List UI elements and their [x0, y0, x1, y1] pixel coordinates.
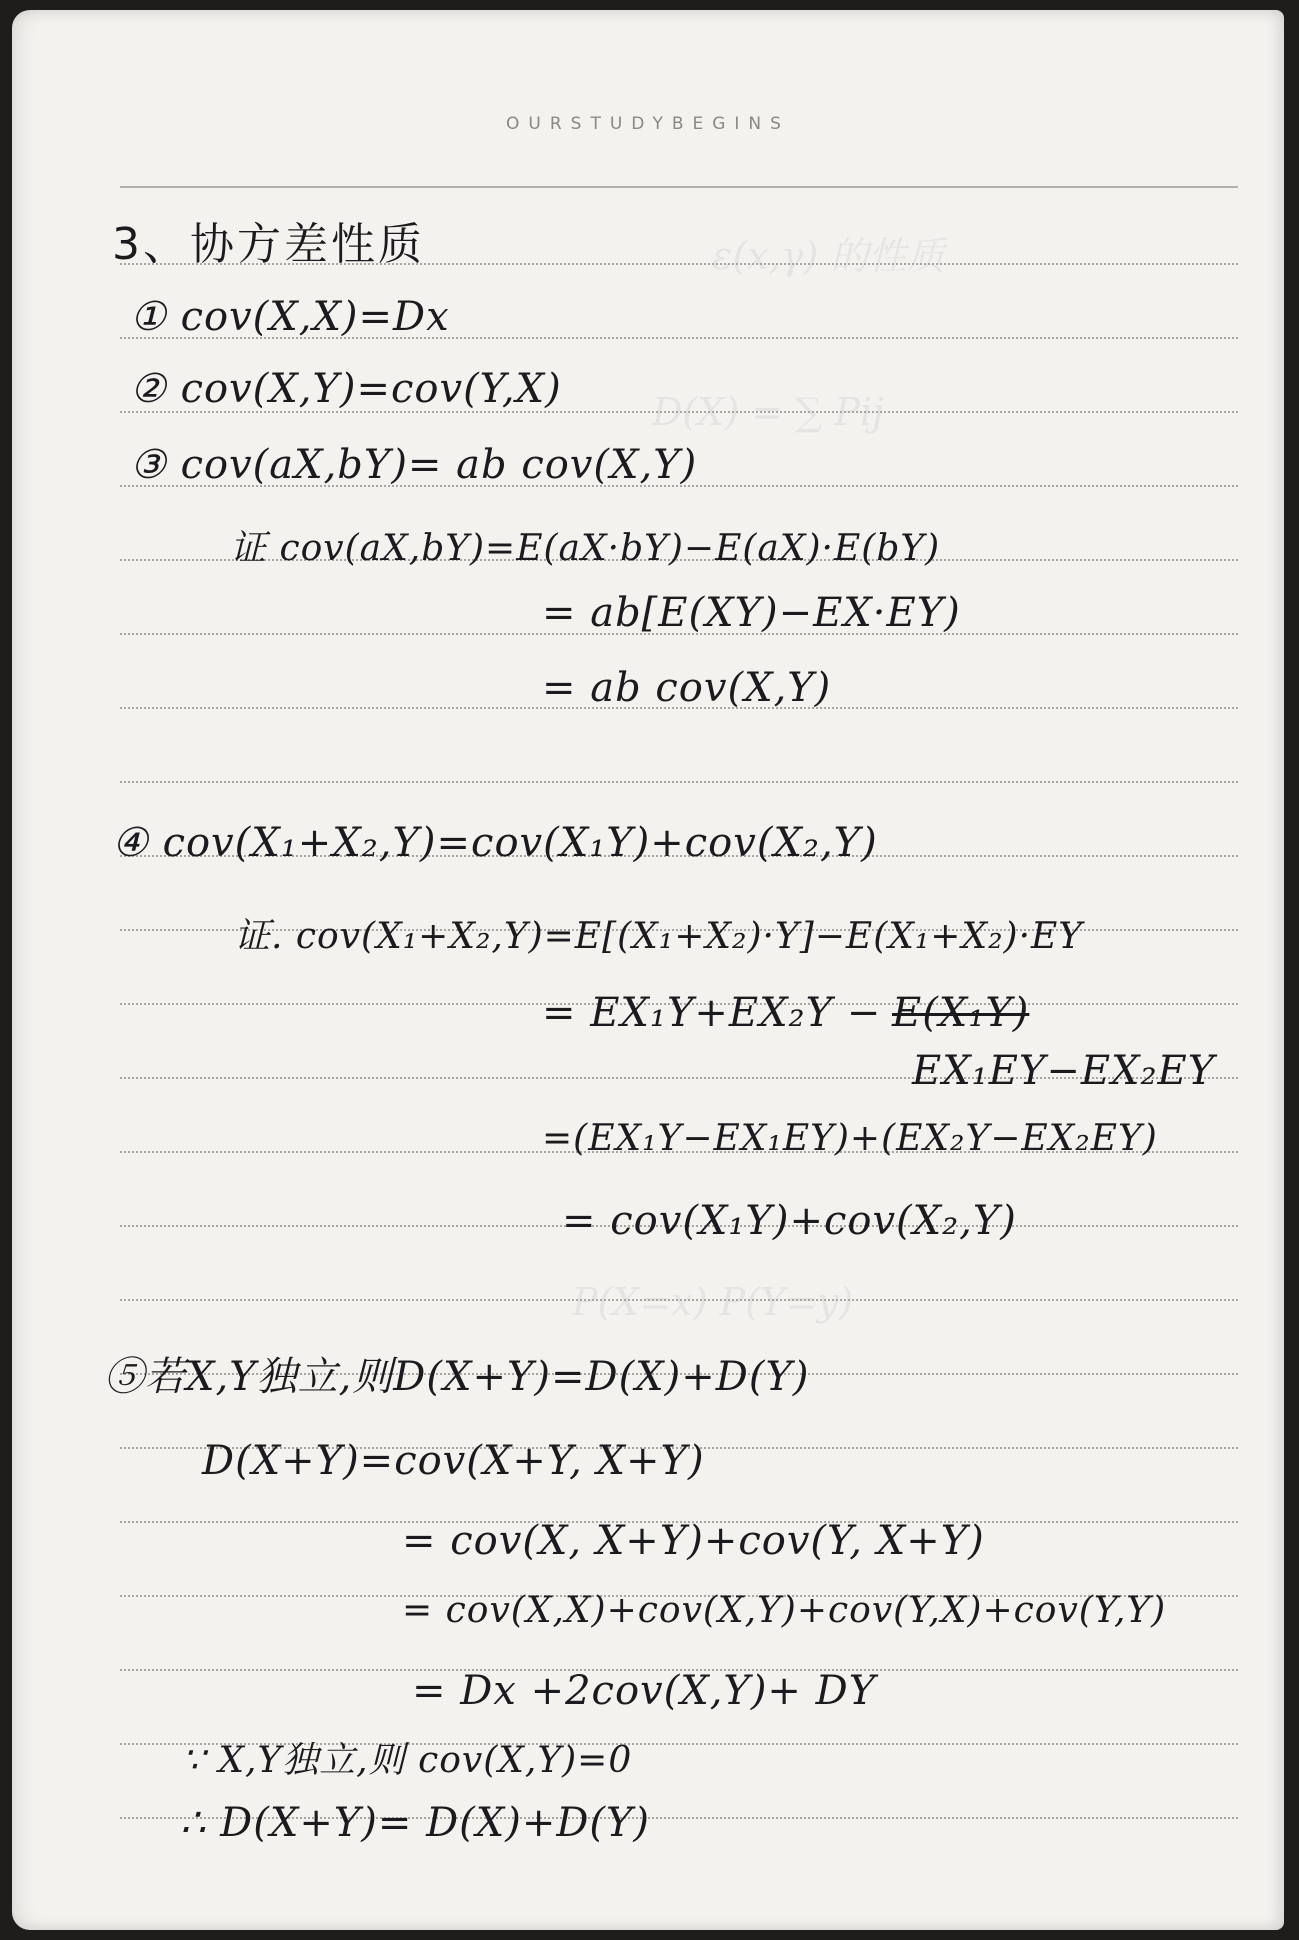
proof-3-line-2: = ab[E(XY)−EX·EY)	[542, 590, 961, 636]
proof-4-line-3: =(EX₁Y−EX₁EY)+(EX₂Y−EX₂EY)	[542, 1118, 1158, 1159]
proof-4-line-2: = EX₁Y+EX₂Y −	[542, 990, 882, 1036]
property-3: ③ cov(aX,bY)= ab cov(X,Y)	[130, 442, 698, 488]
header-rule	[120, 186, 1238, 188]
bleed-through-text: P(X=x) P(Y=y)	[572, 1280, 854, 1324]
page-header: OURSTUDYBEGINS	[506, 114, 790, 134]
bleed-through-text: D(X) = ∑ Pij	[652, 390, 884, 434]
ruled-line	[120, 1299, 1238, 1301]
ruled-line	[120, 781, 1238, 783]
notebook-page	[12, 10, 1284, 1930]
proof-3-line-1: 证 cov(aX,bY)=E(aX·bY)−E(aX)·E(bY)	[230, 528, 941, 569]
proof-4-correction: EX₁EY−EX₂EY	[912, 1048, 1216, 1094]
proof-4-line-1: 证. cov(X₁+X₂,Y)=E[(X₁+X₂)·Y]−E(X₁+X₂)·EY	[234, 916, 1084, 957]
property-4: ④ cov(X₁+X₂,Y)=cov(X₁Y)+cov(X₂,Y)	[112, 820, 878, 866]
property-1: ① cov(X,X)=Dx	[130, 294, 450, 340]
proof-5-conclusion: ∴ D(X+Y)= D(X)+D(Y)	[180, 1800, 651, 1846]
bleed-through-text: ε(x,γ) 的性质	[712, 234, 945, 278]
property-2: ② cov(X,Y)=cov(Y,X)	[130, 366, 562, 412]
proof-5-line-1: D(X+Y)=cov(X+Y, X+Y)	[202, 1438, 705, 1484]
property-5: ⑤若X,Y独立,则D(X+Y)=D(X)+D(Y)	[104, 1354, 810, 1400]
proof-5-line-5: ∵ X,Y独立,则 cov(X,Y)=0	[182, 1740, 633, 1781]
section-title: 3、协方差性质	[112, 219, 425, 270]
proof-5-line-4: = Dx +2cov(X,Y)+ DY	[412, 1668, 877, 1714]
proof-5-line-2: = cov(X, X+Y)+cov(Y, X+Y)	[402, 1518, 985, 1564]
proof-3-line-3: = ab cov(X,Y)	[542, 665, 832, 711]
proof-4-line-4: = cov(X₁Y)+cov(X₂,Y)	[562, 1198, 1017, 1244]
proof-4-struck-term: E(X₁Y)	[892, 990, 1030, 1036]
proof-5-line-3: = cov(X,X)+cov(X,Y)+cov(Y,X)+cov(Y,Y)	[402, 1590, 1167, 1631]
